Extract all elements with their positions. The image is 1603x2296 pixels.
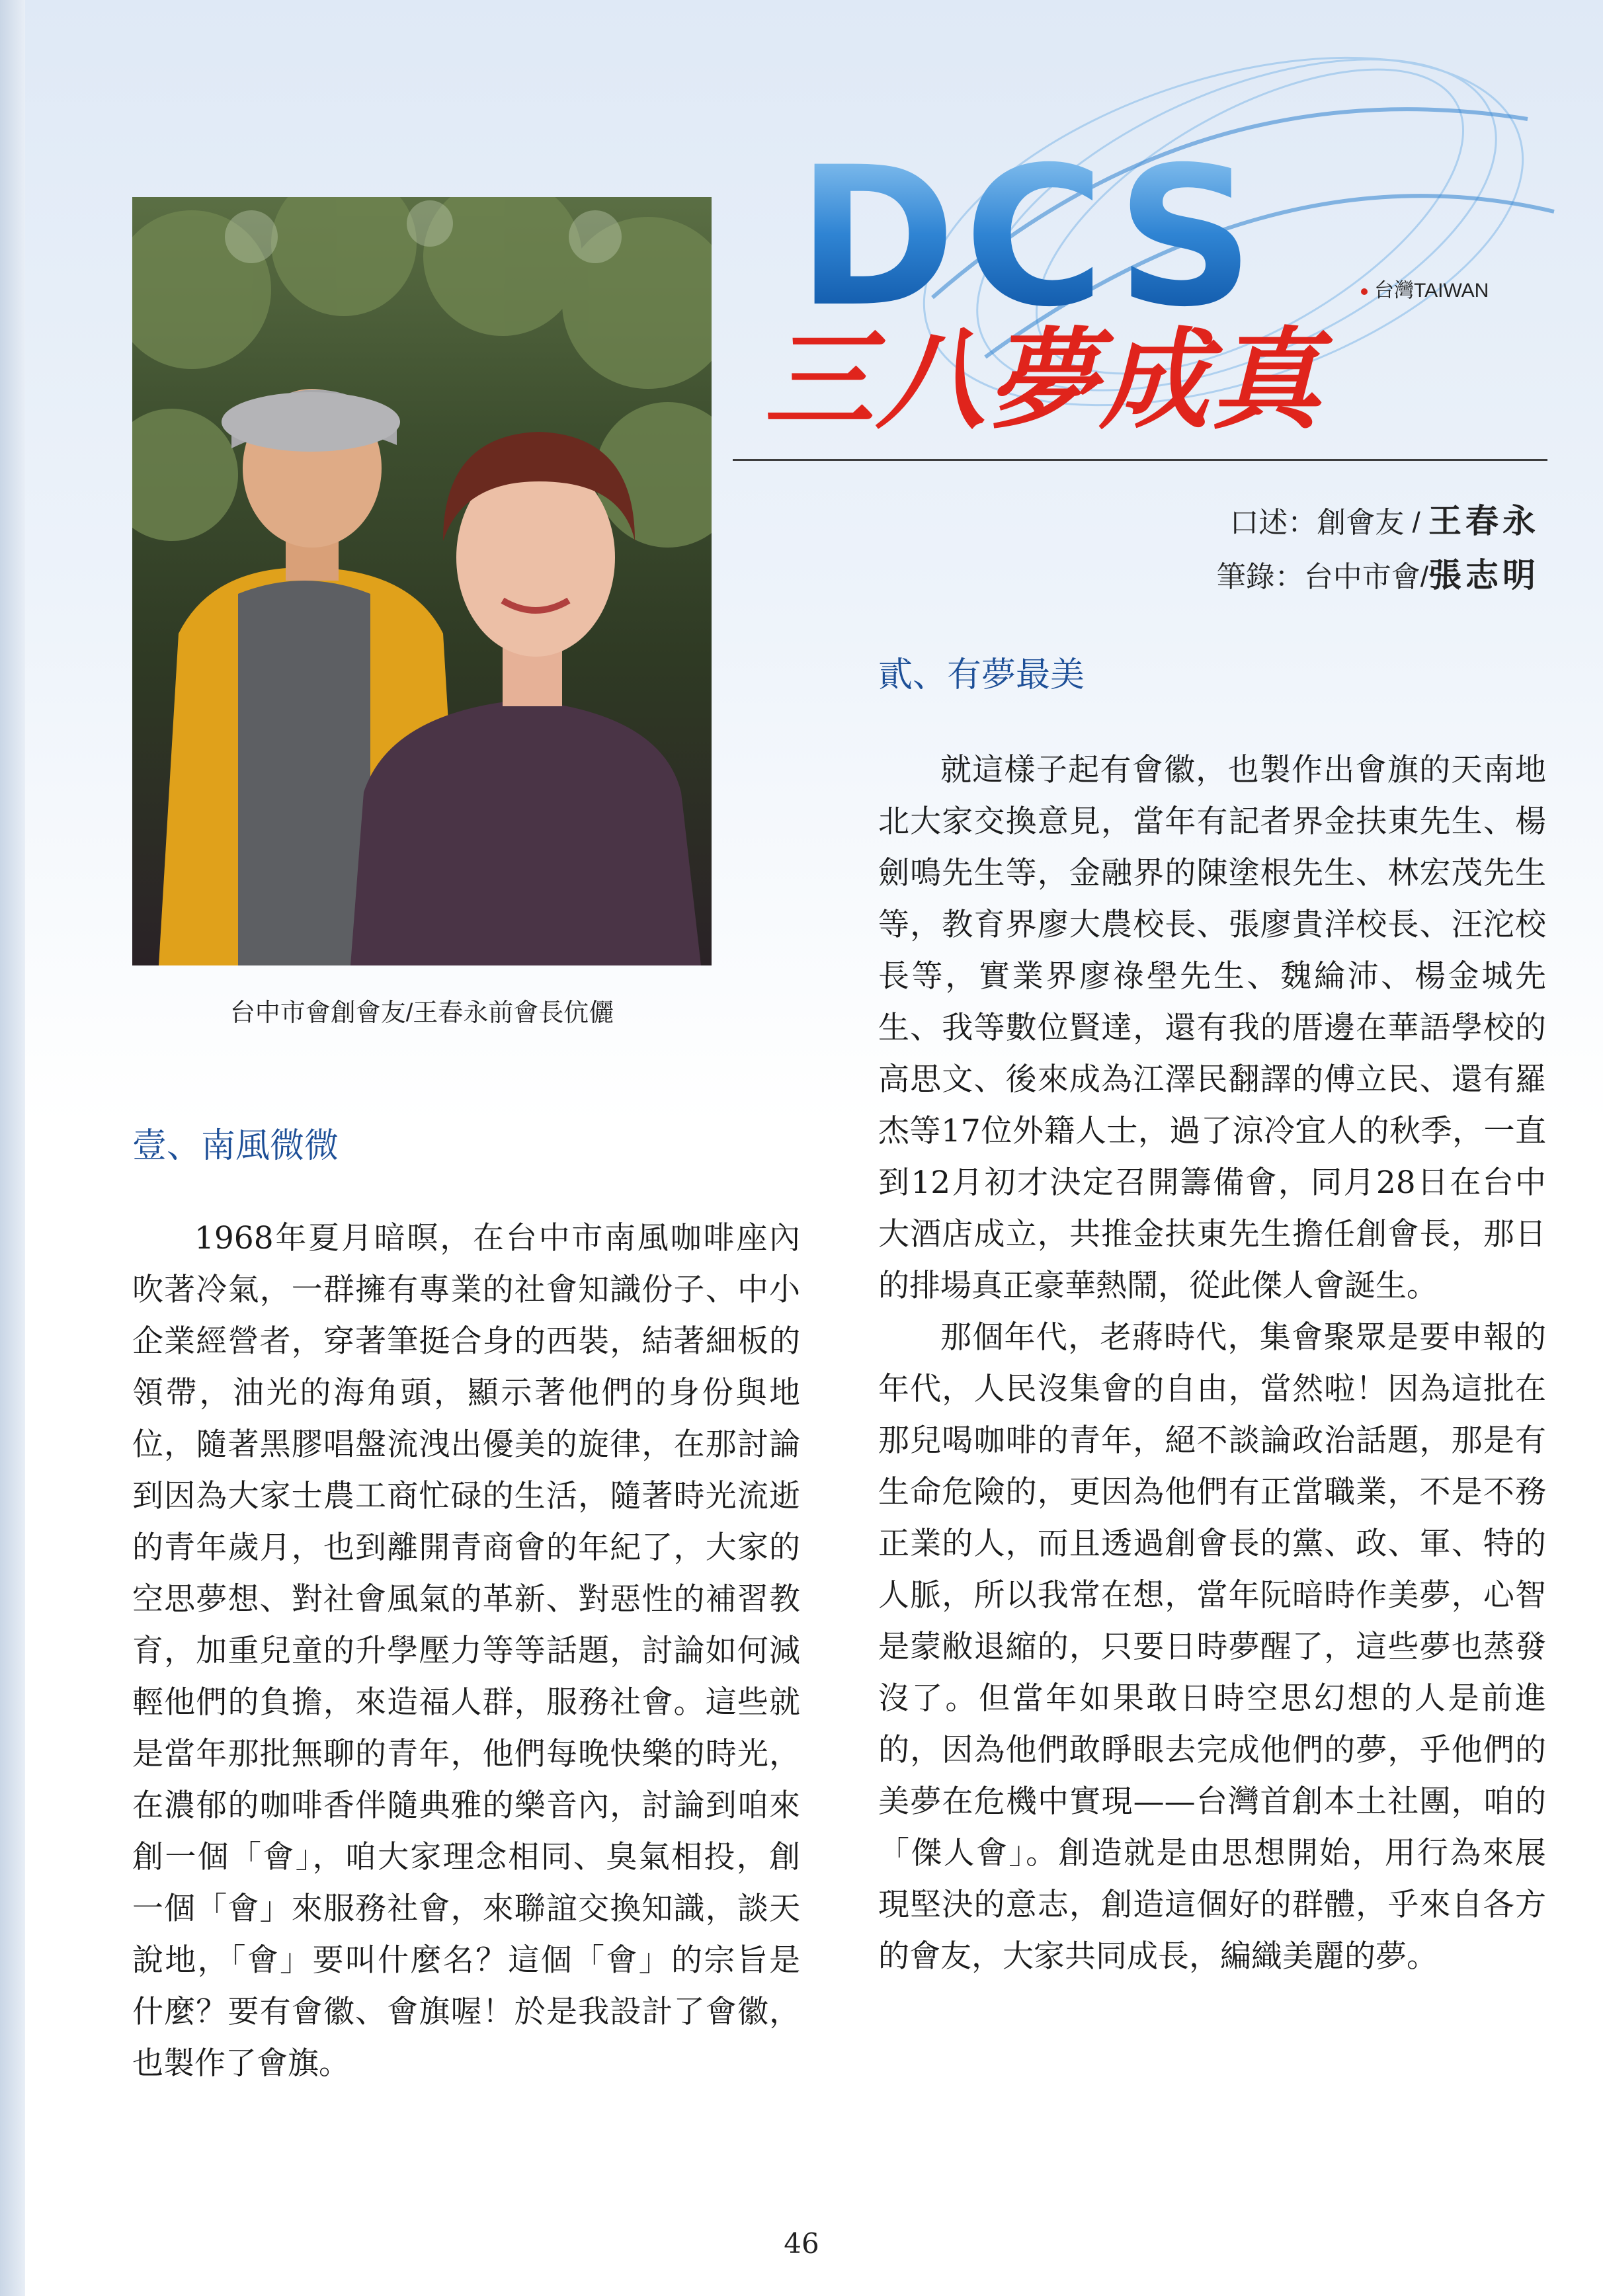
section1-paragraph: 1968年夏月暗暝，在台中市南風咖啡座內吹著冷氣，一群擁有專業的社會知識份子、中小企業經營者，穿著筆挺合身的西裝，結著細板的領帶，油光的海角頭，顯示著他們的身份與地位，隨著黑膠唱盤流洩出優美的旋律，在那討論到因為大家士農工商忙碌的生活，隨著時光流逝的青年歲月，也到離開青商會的年紀了，大家的空思夢想、對社會風氣的革新、對惡性的補習教育，加重兒童的升學壓力等等話題，討論如何減輕他們的負擔，來造福人群，服務社會。這些就是當年那批無聊的青年，他們每晚快樂的時光，在濃郁的咖啡香伴隨典雅的樂音內，討論到咱來創一個「會」，咱大家理念相同、臭氣相投，創一個「會」來服務社會，來聯誼交換知識，談天說地，「會」要叫什麼名？這個「會」的宗旨是什麼？要有會徽、會旗喔！於是我設計了會徽，也製作了會旗。 (132, 1220, 800, 2082)
section2-paragraph-1: 就這樣子起有會徽，也製作出會旗的天南地北大家交換意見，當年有記者界金扶東先生、楊劍鳴先生等，金融界的陳塗根先生、林宏茂先生等，教育界廖大農校長、張廖貴洋校長、汪沱校長等，實業界廖祿壆先生、魏綸沛、楊金城先生、我等數位賢達，還有我的厝邊在華語學校的高思文、後來成為江澤民翻譯的傅立民、還有羅杰等17位外籍人士，過了涼冷宜人的秋季，一直到12月初才決定召開籌備會，同月28日在台中大酒店成立，共推金扶東先生擔任創會長，那日的排場真正豪華熱鬧，從此傑人會誕生。 (878, 752, 1546, 1304)
couple-photo-illustration (132, 197, 712, 965)
region-label: 台灣TAIWAN (1374, 280, 1489, 302)
logo-dcs: DCS (797, 126, 1262, 349)
couple-photo (132, 197, 712, 965)
page-edge-strip (0, 0, 25, 2296)
section2-paragraph-2: 那個年代，老蔣時代，集會聚眾是要申報的年代，人民沒集會的自由，當然啦！因為這批在那兒喝咖啡的青年，絕不談論政治話題，那是有生命危險的，更因為他們有正當職業，不是不務正業的人，而且透過創會長的黨、政、軍、特的人脈，所以我常在想，當年阮暗時作美夢，心智是蒙敝退縮的，只要日時夢醒了，這些夢也蒸發沒了。但當年如果敢日時空思幻想的人是前進的，因為他們敢睜眼去完成他們的夢，乎他們的美夢在危機中實現——台灣首創本土社團，咱的「傑人會」。創造就是由思想開始，用行為來展現堅決的意志，創造這個好的群體，乎來自各方的會友，大家共同成長，編織美麗的夢。 (878, 1319, 1546, 1975)
article-title: 三八夢成真 (758, 317, 1348, 444)
photo-caption: 台中市會創會友/王春永前會長伉儷 (229, 999, 614, 1027)
credit-recorder-label: 筆錄：台中市會/ (1216, 561, 1428, 593)
section1-heading: 壹、南風微微 (132, 1127, 339, 1165)
section2-heading: 貳、有夢最美 (878, 656, 1085, 694)
credit-narrator (1229, 495, 1540, 542)
region-tag (1361, 274, 1489, 303)
title-rule (733, 459, 1547, 461)
red-dot-icon (1361, 288, 1368, 295)
section2-body (878, 745, 1546, 1983)
credit-recorder-name: 張志明 (1428, 555, 1540, 594)
credit-narrator-name: 王春永 (1428, 501, 1540, 540)
page-number: 46 (784, 2227, 819, 2260)
section1-body (132, 1213, 800, 2090)
credit-narrator-label: 口述：創會友 / (1229, 507, 1420, 539)
credit-recorder (1217, 549, 1540, 596)
